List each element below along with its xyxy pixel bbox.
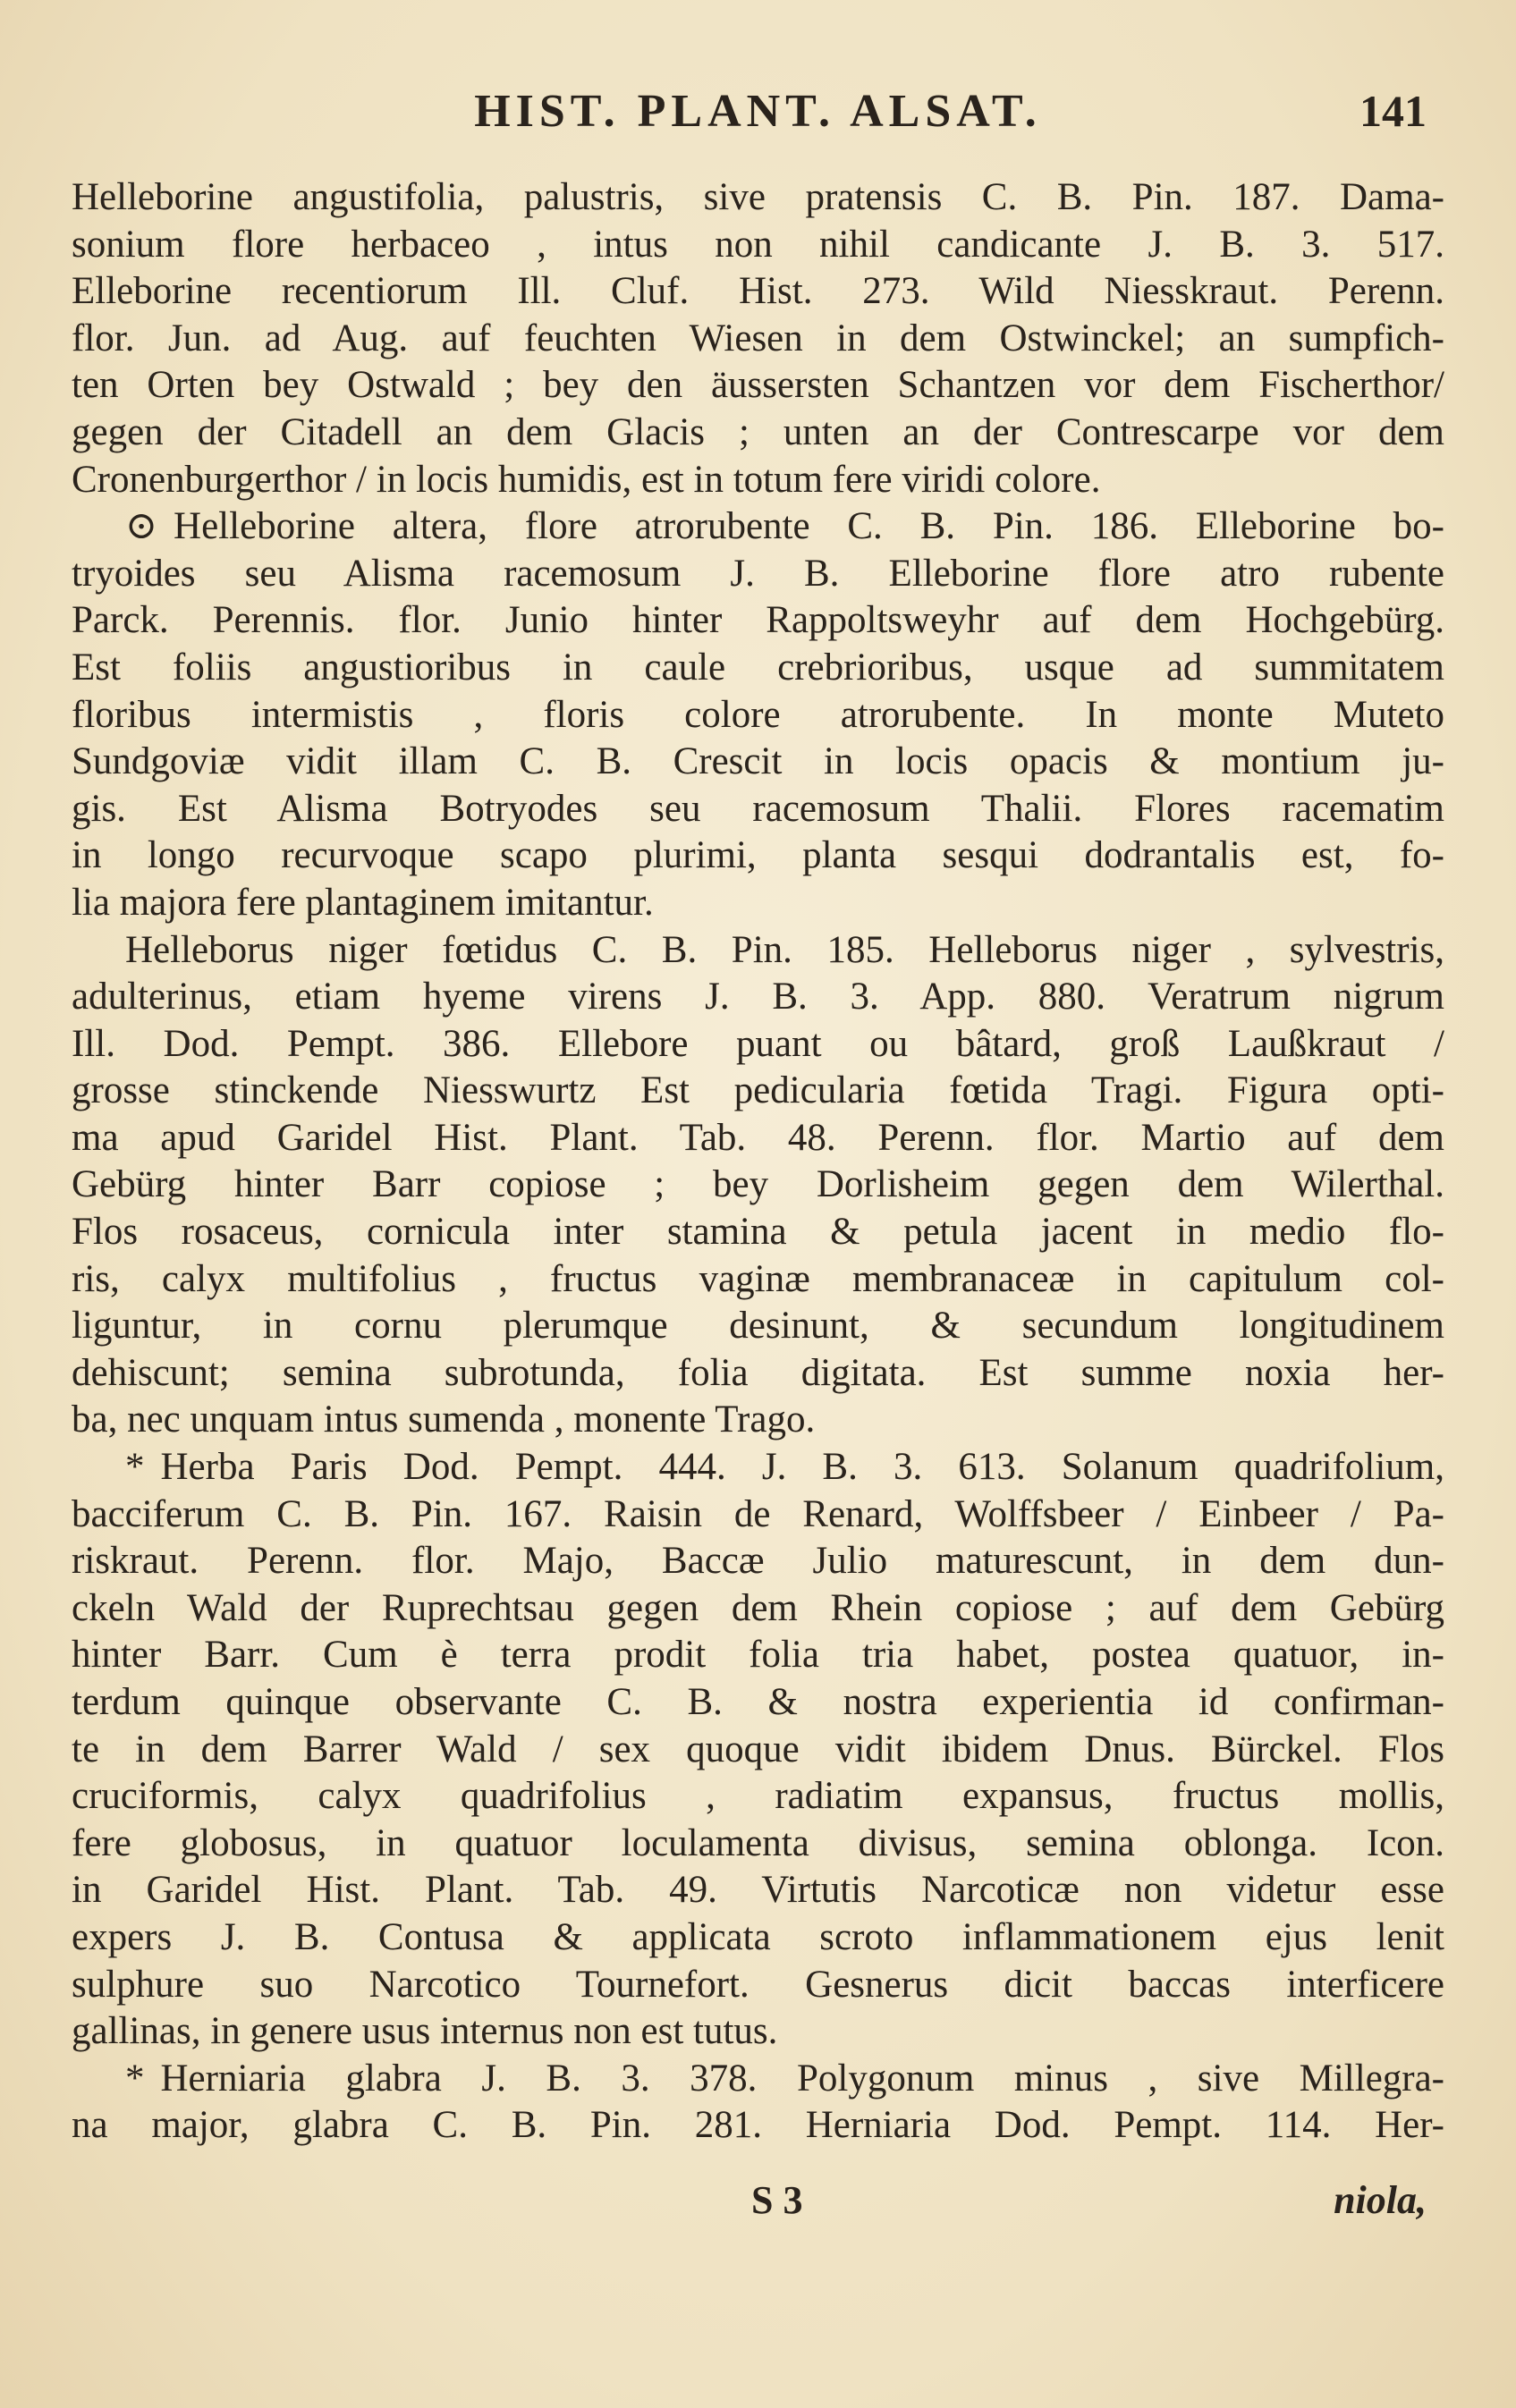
text-line <box>72 1491 1444 1539</box>
line-text: Cronenburgerthor / in locis humidis, est in totum fere viridi colore. <box>72 458 1101 501</box>
text-line <box>72 2056 1444 2103</box>
text-line <box>72 362 1444 410</box>
text-line <box>72 1209 1444 1256</box>
text-line <box>72 2102 1444 2150</box>
text-line <box>72 1632 1444 1679</box>
page-header <box>72 85 1444 156</box>
text-line <box>72 174 1444 222</box>
line-text: bacciferum C. B. Pin. 167. Raisin de Renard, Wolffsbeer / Einbeer / Pa- <box>72 1492 1444 1535</box>
line-text: in Garidel Hist. Plant. Tab. 49. Virtutis Narcoticæ non videtur esse <box>72 1869 1444 1912</box>
line-text: flor. Jun. ad Aug. auf feuchten Wiesen in dem Ostwinckel; an sumpfich- <box>72 317 1444 359</box>
text-line <box>72 222 1444 269</box>
line-text: Herniaria glabra J. B. 3. 378. Polygonum minus , sive Millegra- <box>160 2057 1444 2100</box>
text-line <box>72 1821 1444 1868</box>
text-line <box>72 410 1444 457</box>
paragraph-marker: * <box>125 2057 145 2100</box>
text-line <box>72 739 1444 786</box>
line-text: liguntur, in cornu plerumque desinunt, & secundum longitudinem <box>72 1305 1444 1348</box>
text-line <box>72 1256 1444 1304</box>
line-text: ba, nec unquam intus sumenda , monente Trago. <box>72 1398 816 1441</box>
text-line <box>72 597 1444 645</box>
text-line <box>72 1962 1444 2009</box>
line-text: gallinas, in genere usus internus non est tutus. <box>72 2010 778 2053</box>
text-line <box>72 503 1444 551</box>
line-text: ckeln Wald der Ruprechtsau gegen dem Rhein copiose ; auf dem Gebürg <box>72 1586 1444 1629</box>
text-line <box>72 2008 1444 2056</box>
text-line <box>72 551 1444 598</box>
line-text: terdum quinque observante C. B. & nostra experientia id confirman- <box>72 1681 1444 1723</box>
line-text: sulphure suo Narcotico Tournefort. Gesnerus dicit baccas interficere <box>72 1963 1444 2006</box>
text-line <box>72 880 1444 927</box>
line-text: Est foliis angustioribus in caule crebrioribus, usque ad summitatem <box>72 646 1444 689</box>
line-text: Gebürg hinter Barr copiose ; bey Dorlisheim gegen dem Wilerthal. <box>72 1163 1444 1206</box>
line-text: Elleborine recentiorum Ill. Cluf. Hist. 273. Wild Niesskraut. Perenn. <box>72 270 1444 313</box>
text-line <box>72 927 1444 975</box>
text-line <box>72 832 1444 880</box>
line-text: in longo recurvoque scapo plurimi, planta sesqui dodrantalis est, fo- <box>72 834 1444 877</box>
line-text: Helleborine angustifolia, palustris, sive pratensis C. B. Pin. 187. Dama- <box>72 176 1444 218</box>
text-line <box>72 268 1444 316</box>
line-text: te in dem Barrer Wald / sex quoque vidit ibidem Dnus. Bürckel. Flos <box>72 1728 1444 1770</box>
text-line <box>72 1585 1444 1633</box>
line-text: dehiscunt; semina subrotunda, folia digitata. Est summe noxia her- <box>72 1351 1444 1394</box>
text-line <box>72 1162 1444 1209</box>
line-text: Herba Paris Dod. Pempt. 444. J. B. 3. 613. Solanum quadrifolium, <box>160 1446 1444 1489</box>
line-text: Flos rosaceus, cornicula inter stamina & petula jacent in medio flo- <box>72 1211 1444 1254</box>
paragraph-marker: ⊙ <box>125 505 158 548</box>
line-text: gegen der Citadell an dem Glacis ; unten an der Contrescarpe vor dem <box>72 410 1444 453</box>
line-text: cruciformis, calyx quadrifolius , radiatim expansus, fructus mollis, <box>72 1775 1444 1818</box>
line-text: expers J. B. Contusa & applicata scroto inflammationem ejus lenit <box>72 1915 1444 1958</box>
line-text: Parck. Perennis. flor. Junio hinter Rappoltsweyhr auf dem Hochgebürg. <box>72 599 1444 642</box>
line-text: hinter Barr. Cum è terra prodit folia tria habet, postea quatuor, in- <box>72 1634 1444 1677</box>
line-text: floribus intermistis , floris colore atrorubente. In monte Muteto <box>72 693 1444 736</box>
text-line <box>72 645 1444 692</box>
text-line <box>72 1444 1444 1491</box>
text-line <box>72 1773 1444 1821</box>
line-text: tryoides seu Alisma racemosum J. B. Elleborine flore atro rubente <box>72 552 1444 595</box>
line-text: Ill. Dod. Pempt. 386. Ellebore puant ou bâtard, groß Laußkraut / <box>72 1022 1444 1065</box>
line-text: gis. Est Alisma Botryodes seu racemosum Thalii. Flores racematim <box>72 787 1444 830</box>
line-text: riskraut. Perenn. flor. Majo, Baccæ Julio maturescunt, in dem dun- <box>72 1540 1444 1583</box>
text-line <box>72 1021 1444 1069</box>
page-number: 141 <box>1359 86 1427 136</box>
line-text: ma apud Garidel Hist. Plant. Tab. 48. Perenn. flor. Martio auf dem <box>72 1116 1444 1159</box>
text-line <box>72 1397 1444 1444</box>
catchword: niola, <box>1334 2178 1427 2222</box>
line-text: na major, glabra C. B. Pin. 281. Herniaria Dod. Pempt. 114. Her- <box>72 2104 1444 2147</box>
text-line <box>72 1914 1444 1962</box>
page-footer <box>72 2177 1444 2231</box>
line-text: lia majora fere plantaginem imitantur. <box>72 881 654 924</box>
text-line <box>72 1350 1444 1398</box>
text-line <box>72 1538 1444 1585</box>
text-line <box>72 1867 1444 1914</box>
line-text: Helleborus niger fœtidus C. B. Pin. 185. Helleborus niger , sylvestris, <box>125 928 1444 971</box>
text-line <box>72 457 1444 504</box>
running-title: HIST. PLANT. ALSAT. <box>474 86 1042 137</box>
text-line <box>72 1115 1444 1162</box>
signature-mark: S 3 <box>751 2178 803 2222</box>
line-text: fere globosus, in quatuor loculamenta divisus, semina oblonga. Icon. <box>72 1821 1444 1864</box>
text-line <box>72 974 1444 1021</box>
line-text: ten Orten bey Ostwald ; bey den äussersten Schantzen vor dem Fischerthor/ <box>72 364 1444 407</box>
text-line <box>72 1303 1444 1350</box>
line-text: adulterinus, etiam hyeme virens J. B. 3. App. 880. Veratrum nigrum <box>72 976 1444 1018</box>
text-line <box>72 1679 1444 1727</box>
text-line <box>72 1068 1444 1115</box>
line-text: grosse stinckende Niesswurtz Est pedicularia fœtida Tragi. Figura opti- <box>72 1069 1444 1112</box>
line-text: ris, calyx multifolius , fructus vaginæ membranaceæ in capitulum col- <box>72 1257 1444 1300</box>
text-body <box>72 174 1444 2150</box>
paragraph-marker: * <box>125 1446 145 1489</box>
line-text: Helleborine altera, flore atrorubente C. B. Pin. 186. Elleborine bo- <box>174 505 1444 548</box>
text-line <box>72 316 1444 363</box>
text-line <box>72 786 1444 833</box>
text-line <box>72 1727 1444 1774</box>
line-text: sonium flore herbaceo , intus non nihil candicante J. B. 3. 517. <box>72 223 1444 266</box>
line-text: Sundgoviæ vidit illam C. B. Crescit in locis opacis & montium ju- <box>72 740 1444 783</box>
text-line <box>72 692 1444 739</box>
